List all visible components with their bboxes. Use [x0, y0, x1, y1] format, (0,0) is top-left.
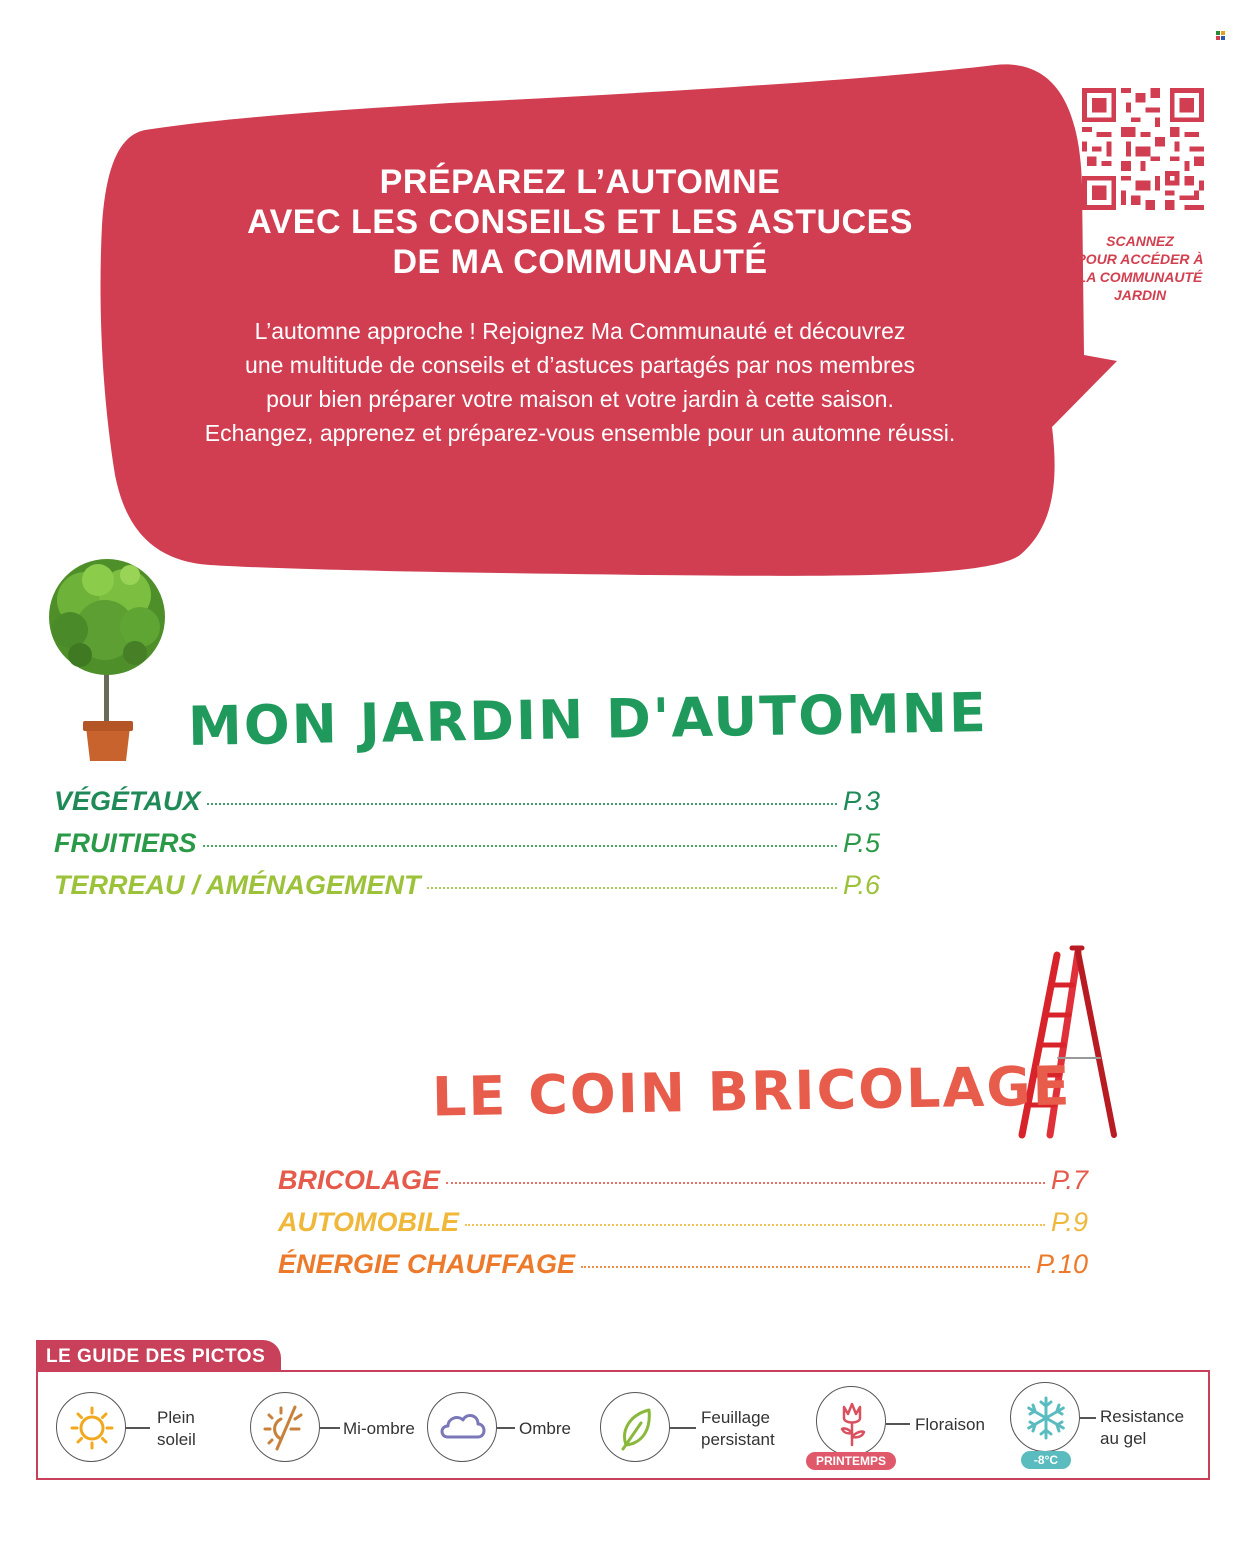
community-title: [150, 162, 1010, 282]
picto-label-sun: [157, 1407, 196, 1451]
toc-label: FRUITIERS: [54, 828, 197, 858]
community-title-line: DE MA COMMUNAUTÉ: [392, 243, 768, 281]
qr-caption-line: JARDIN: [1113, 287, 1167, 303]
picto-connector: [886, 1423, 910, 1425]
printemps-badge: PRINTEMPS: [806, 1452, 896, 1470]
picto-connector: [126, 1427, 150, 1429]
picto-label-line: Resistance: [1100, 1407, 1185, 1426]
toc-label: BRICOLAGE: [278, 1165, 440, 1195]
toc-row-terreau[interactable]: [54, 870, 880, 901]
toc-page: P.6: [842, 870, 880, 900]
picto-label-line: Mi-ombre: [343, 1419, 415, 1438]
toc-row-bricolage[interactable]: [278, 1165, 1088, 1196]
picto-guide-title: LE GUIDE DES PICTOS: [36, 1340, 281, 1372]
brand-corner-icon: [1216, 31, 1225, 40]
toc-label: AUTOMOBILE: [278, 1207, 459, 1237]
picto-connector: [670, 1427, 696, 1429]
toc-leader: [203, 845, 837, 847]
community-body-line: une multitude de conseils et d’astuces partagés par nos membres: [245, 352, 915, 378]
toc-label: ÉNERGIE CHAUFFAGE: [278, 1249, 576, 1279]
picto-label-line: Feuillage: [701, 1408, 770, 1427]
picto-label-line: soleil: [157, 1430, 196, 1449]
community-body-line: pour bien préparer votre maison et votre jardin à cette saison.: [266, 386, 894, 412]
community-title-line: PRÉPAREZ L’AUTOMNE: [379, 163, 781, 201]
picto-label-line: persistant: [701, 1430, 775, 1449]
qr-caption-line: POUR ACCÉDER À: [1076, 251, 1204, 267]
toc-page: P.7: [1050, 1165, 1088, 1195]
picto-frost: [1010, 1382, 1080, 1452]
community-body: [130, 314, 1030, 450]
picto-half-shade: [250, 1392, 320, 1462]
community-body-line: Echangez, apprenez et préparez-vous ensemble pour un automne réussi.: [204, 420, 956, 446]
picto-label-line: Plein: [157, 1408, 195, 1427]
toc-label: VÉGÉTAUX: [54, 786, 201, 816]
toc-leader: [446, 1182, 1045, 1184]
toc-label: TERREAU / AMÉNAGEMENT: [54, 870, 421, 900]
cloud-icon: [428, 1393, 498, 1463]
potted-tree-image: [40, 555, 175, 765]
diy-heading: LE COIN BRICOLAGE: [431, 1054, 1073, 1129]
picto-label-shade: [519, 1418, 571, 1440]
flower-icon: [817, 1387, 887, 1457]
picto-connector: [320, 1427, 340, 1429]
toc-page: P.5: [842, 828, 880, 858]
toc-page: P.3: [842, 786, 880, 816]
toc-leader: [207, 803, 837, 805]
qr-code[interactable]: [1082, 88, 1204, 210]
snowflake-icon: [1011, 1383, 1081, 1453]
frost-temperature-badge: -8°C: [1021, 1451, 1071, 1469]
toc-page: P.10: [1035, 1249, 1088, 1279]
picto-flowering: [816, 1386, 886, 1456]
picto-label-half-shade: [343, 1418, 415, 1440]
toc-leader: [465, 1224, 1045, 1226]
picto-label-evergreen: [701, 1407, 775, 1451]
toc-leader: [581, 1266, 1030, 1268]
picto-connector: [1080, 1417, 1096, 1419]
community-body-line: L’automne approche ! Rejoignez Ma Communauté et découvrez: [254, 318, 906, 344]
qr-caption: [1060, 232, 1220, 304]
leaf-icon: [601, 1393, 671, 1463]
qr-caption-line: SCANNEZ: [1106, 233, 1174, 249]
toc-row-fruitiers[interactable]: [54, 828, 880, 859]
toc-row-vegetaux[interactable]: [54, 786, 880, 817]
picto-label-line: Floraison: [915, 1415, 985, 1434]
picto-label-frost: [1100, 1406, 1184, 1450]
toc-page: P.9: [1050, 1207, 1088, 1237]
garden-heading: MON JARDIN D'AUTOMNE: [187, 681, 989, 758]
picto-connector: [497, 1427, 515, 1429]
half-shade-icon: [251, 1393, 321, 1463]
toc-leader: [427, 887, 837, 889]
toc-row-energie[interactable]: [278, 1249, 1088, 1280]
picto-label-line: au gel: [1100, 1429, 1147, 1448]
picto-label-flowering: [915, 1414, 985, 1436]
qr-caption-line: LA COMMUNAUTÉ: [1077, 269, 1203, 285]
picto-sun: [56, 1392, 126, 1462]
picto-label-line: Ombre: [519, 1419, 571, 1438]
sun-icon: [57, 1393, 127, 1463]
picto-evergreen: [600, 1392, 670, 1462]
community-title-line: AVEC LES CONSEILS ET LES ASTUCES: [247, 203, 913, 241]
toc-row-automobile[interactable]: [278, 1207, 1088, 1238]
picto-shade: [427, 1392, 497, 1462]
